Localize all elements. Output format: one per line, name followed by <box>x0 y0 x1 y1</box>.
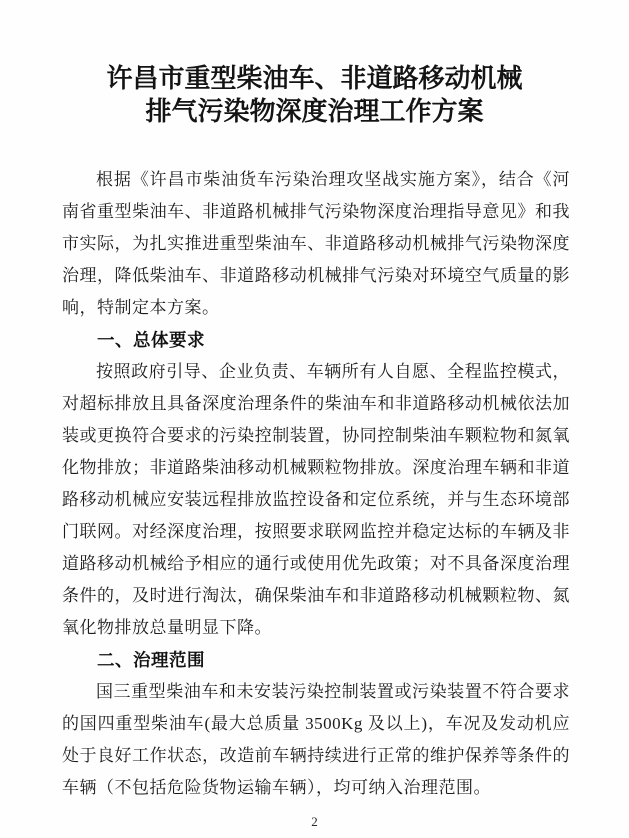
paragraph-overall-requirements: 按照政府引导、企业负责、车辆所有人自愿、全程监控模式，对超标排放且具备深度治理条件的柴油车和非道路移动机械依法加装或更换符合要求的污染控制装置，协同控制柴油车颗粒物和氮氧化物排放；非道路柴油移动机械颗粒物排放。深度治理车辆和非道路移动机械应安装远程排放监控设备和定位系统，并与生态环境部门联网。对经深度治理，按照要求联网监控并稳定达标的车辆及非道路移动机械给予相应的通行或使用优先政策；对不具备深度治理条件的，及时进行淘汰，确保柴油车和非道路移动机械颗粒物、氮氧化物排放总量明显下降。 <box>62 362 570 637</box>
section-heading-overall-requirements: 一、总体要求 <box>97 330 205 350</box>
section-heading-treatment-scope: 二、治理范围 <box>97 650 205 670</box>
page-number: 2 <box>311 814 318 829</box>
document-title-line1: 许昌市重型柴油车、非道路移动机械 <box>106 64 523 93</box>
document-body <box>62 164 570 804</box>
document-title-line2: 排气污染物深度治理工作方案 <box>145 97 484 126</box>
document-title <box>0 62 629 128</box>
paragraph-treatment-scope: 国三重型柴油车和未安装污染控制装置或污染装置不符合要求的国四重型柴油车(最大总质量 3500Kg 及以上)，车况及发动机应处于良好工作状态，改造前车辆持续进行正常的维护保养等条件的车辆（不包括危险货物运输车辆），均可纳入治理范围。 <box>62 682 570 797</box>
paragraph-introduction: 根据《许昌市柴油货车污染治理攻坚战实施方案》，结合《河南省重型柴油车、非道路机械排气污染物深度治理指导意见》和我市实际，为扎实推进重型柴油车、非道路移动机械排气污染物深度治理，降低柴油车、非道路移动机械排气污染对环境空气质量的影响，特制定本方案。 <box>62 170 570 317</box>
